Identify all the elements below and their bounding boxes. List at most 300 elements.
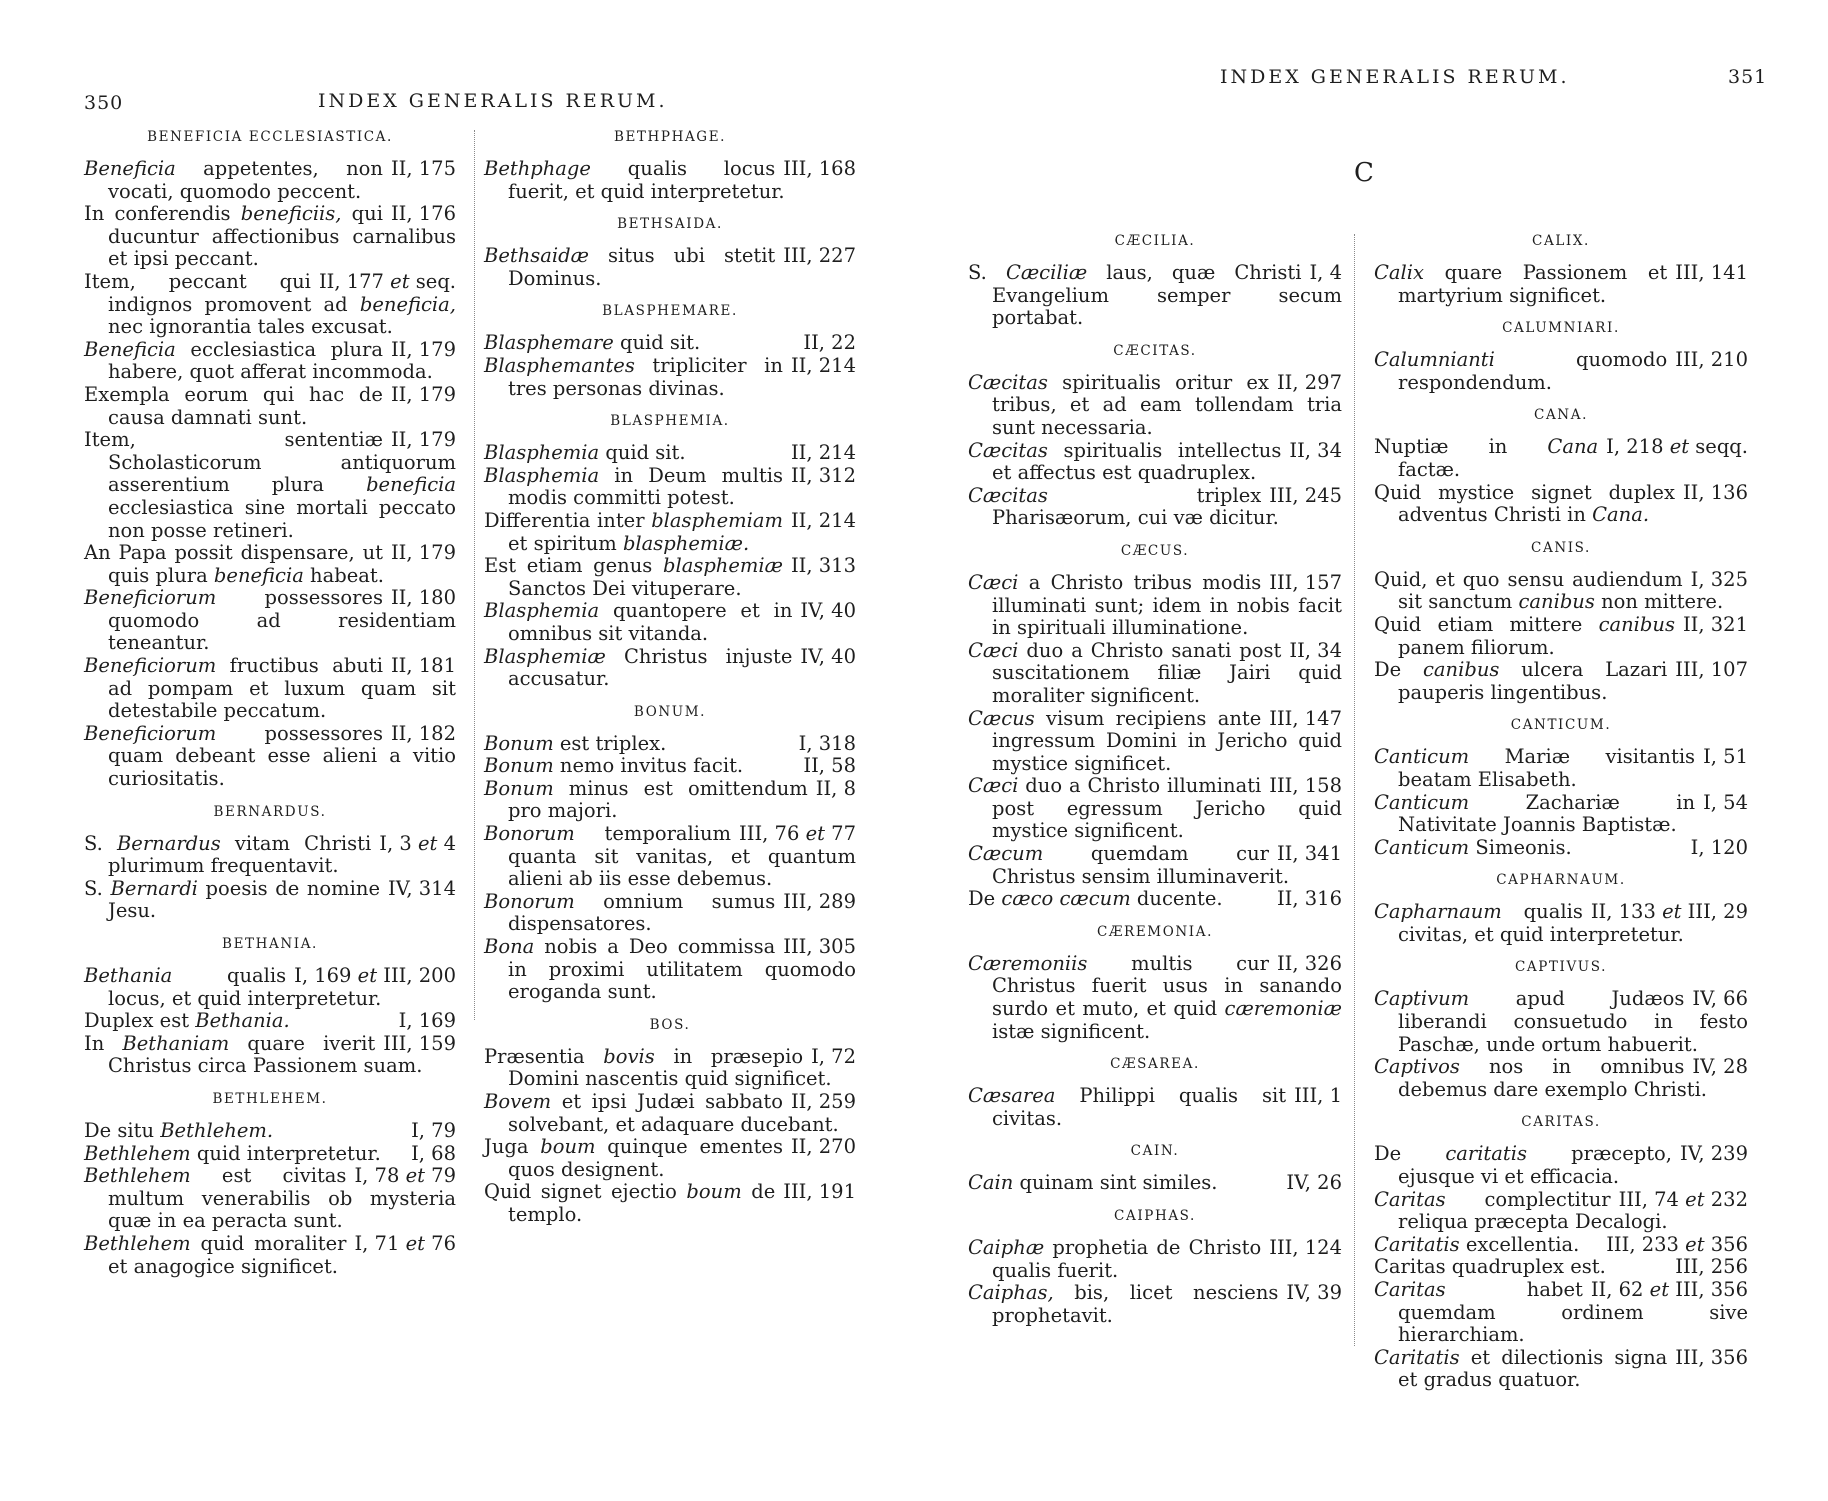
index-entry (84, 965, 456, 1010)
page-reference (792, 646, 856, 669)
ref-main: I, 71 (354, 1231, 400, 1255)
ref-main: II, 58 (803, 754, 856, 778)
entry-text: nos in omnibus debemus dare exemplo Christi. (1398, 1055, 1708, 1101)
ref-main: I, 79 (411, 1118, 456, 1142)
ref-main: II, 8 (815, 776, 856, 800)
page-reference (783, 355, 856, 378)
entry-text: ecclesiastica plura habere, quot afferat incommoda. (108, 337, 433, 384)
entry-keyword: beneficia (213, 563, 304, 587)
entry-keyword: Calumnianti (1374, 348, 1495, 372)
entry-text: Quid signet ejectio (484, 1180, 687, 1204)
ref-main: I, 78 (354, 1164, 400, 1188)
entry-text: Nuptiæ in (1374, 435, 1548, 459)
entry-keyword: Cæci (968, 638, 1019, 662)
section-heading: BOS. (649, 1016, 691, 1033)
ref-main: II, 180 (390, 586, 456, 610)
entry-keyword: Bona (484, 935, 535, 959)
ref-main: II, 214 (790, 508, 856, 532)
page-reference (783, 465, 856, 488)
page-reference (783, 1091, 856, 1114)
entry-text: S. (84, 831, 117, 855)
entry-keyword: Cæcum (968, 842, 1044, 866)
entry-text: Caritas quadruplex est. (1374, 1255, 1606, 1279)
entry-text: Mariæ visitantis beatam Elisabeth. (1398, 745, 1696, 791)
index-entry (1374, 262, 1748, 307)
entry-text: possessores quomodo ad residentiam teneantur. (108, 586, 456, 655)
ref-extra: seqq. (1695, 435, 1748, 459)
entry-keyword: Bethlehem (84, 1231, 191, 1255)
page-reference (1583, 901, 1748, 924)
ref-et: et (405, 1231, 425, 1255)
entry-text: excellentia. (1459, 1232, 1580, 1256)
entry-text: præcepto, ejusque vi et efficacia. (1398, 1142, 1672, 1189)
ref-main: IV, 28 (1692, 1055, 1748, 1079)
entry-text: situs ubi stetit Dominus. (508, 244, 776, 290)
entry-text: istæ significent. (992, 1019, 1151, 1043)
entry-text: nobis a Deo commissa in proximi utilitatem quomodo eroganda sunt. (508, 935, 856, 1004)
index-entry (84, 542, 456, 587)
ref-main: IV, 40 (800, 644, 856, 668)
entry-keyword: Caiphas, (968, 1281, 1054, 1305)
ref-main: IV, 26 (1286, 1171, 1342, 1195)
entry-keyword: Cæsarea (968, 1084, 1056, 1108)
ref-et: et (1685, 1232, 1705, 1256)
page-reference (391, 1010, 456, 1033)
index-entry (484, 823, 856, 891)
section-heading: CÆCILIA. (1114, 233, 1196, 249)
section-heading: CANIS. (1531, 539, 1591, 556)
entry-keyword: Bonum (484, 731, 554, 755)
entry-text: De (1374, 1142, 1446, 1166)
ref-main: I, 3 (379, 831, 412, 855)
page-reference (795, 755, 856, 778)
entry-keyword: Blasphemiæ (484, 644, 606, 668)
index-entry (484, 510, 856, 555)
entry-text: Præsentia (484, 1044, 604, 1068)
index-entry (968, 1237, 1342, 1282)
ref-main: III, 157 (1269, 570, 1342, 594)
index-entry (84, 655, 456, 723)
ref-main: III, 76 (739, 822, 800, 846)
entry-keyword: Bonorum (484, 822, 575, 846)
entry-keyword: Cæci (968, 774, 1019, 798)
ref-main: I, 72 (811, 1044, 856, 1068)
entry-keyword: Caritas (1374, 1187, 1446, 1211)
section-heading: BERNARDUS. (213, 803, 327, 820)
index-entry (484, 1046, 856, 1091)
entry-text: ecclesiastica sine mortali peccato non posse retineri. (108, 495, 456, 542)
section-heading: CARITAS. (1521, 1114, 1601, 1131)
section-heading: CALIX. (1532, 233, 1590, 249)
entry-text: S. (968, 261, 1006, 284)
entry-text: habeat. (303, 563, 384, 587)
page-reference (1278, 1172, 1342, 1195)
page-reference (1598, 1234, 1748, 1257)
ref-et: et (1662, 900, 1682, 924)
entry-text: omnium sumus dispensatores. (508, 889, 776, 936)
entry-text: Quid, et quo sensu audiendum sit sanctum (1374, 567, 1683, 614)
entry-keyword: Bonum (484, 776, 554, 800)
index-entry (968, 485, 1342, 530)
ref-main: III, 158 (1269, 774, 1342, 798)
index-entry (84, 384, 456, 429)
entry-keyword: blasphemiæ (662, 554, 783, 578)
ref-main: III, 107 (1675, 658, 1748, 682)
index-entry (1374, 901, 1748, 946)
ref-main: II, 181 (390, 654, 456, 678)
index-entry (84, 339, 456, 384)
section-heading: CAIPHAS. (1114, 1208, 1196, 1224)
ref-extra: seq. (415, 269, 456, 293)
ref-main: I, 51 (1703, 745, 1748, 769)
page-reference (1672, 1143, 1748, 1166)
entry-text: De situ (84, 1118, 161, 1142)
section-heading: CÆREMONIA. (1097, 923, 1213, 940)
index-entry (968, 1282, 1342, 1327)
page-reference (1684, 988, 1748, 1011)
index-entry (1374, 746, 1748, 791)
section-heading: CAIN. (1130, 1143, 1180, 1160)
entry-keyword: beneficia, (359, 292, 456, 316)
index-entry (484, 245, 856, 290)
ref-extra: 77 (831, 822, 856, 846)
ref-main: II, 313 (790, 554, 856, 578)
section-heading: BETHPHAGE. (613, 129, 727, 145)
entry-text: bis, licet nesciens prophetavit. (992, 1281, 1279, 1327)
entry-keyword: cæco cæcum (1001, 887, 1131, 911)
page-reference (775, 891, 856, 914)
ref-et: et (805, 822, 825, 846)
page-reference (383, 542, 456, 565)
page-reference (1281, 640, 1342, 663)
entry-text: poesis de nomine Jesu. (108, 876, 380, 923)
entry-keyword: Canticum (1374, 835, 1470, 859)
page-reference (346, 1233, 456, 1256)
ref-main: III, 210 (1675, 348, 1748, 372)
entry-keyword: Bethlehem (84, 1164, 191, 1188)
index-entry (1374, 1234, 1748, 1257)
ref-main: II, 133 (1590, 900, 1656, 924)
entry-text: qui ducuntur affectionibus carnalibus et ipsi peccant. (108, 202, 456, 271)
page-reference (383, 339, 456, 362)
entry-keyword: Blasphemantes (484, 353, 635, 377)
page-reference (383, 587, 456, 610)
page-reference (403, 1120, 456, 1143)
entry-keyword: boum (540, 1135, 596, 1159)
right-page (914, 0, 1828, 1501)
ref-main: I, 325 (1690, 567, 1748, 591)
entry-keyword: Caritatis (1374, 1345, 1460, 1369)
index-entry (84, 429, 456, 542)
entry-text: Item, peccant qui indignos promovent ad (84, 269, 360, 316)
entry-text: Simeonis. (1469, 835, 1572, 859)
entry-text: duo a Christo illuminati post egressum Jericho quid mystice significent. (992, 774, 1342, 843)
entry-keyword: Beneficiorum (84, 586, 217, 610)
index-entry (84, 1143, 456, 1166)
section-letter: C (1354, 158, 1374, 188)
entry-keyword: Bernardi (110, 876, 198, 900)
index-entry (484, 442, 856, 465)
ref-main: II, 321 (1682, 612, 1748, 636)
page-reference (775, 158, 856, 181)
ref-main: III, 74 (1618, 1187, 1679, 1211)
index-entry (484, 332, 856, 355)
entry-keyword: Caritas (1374, 1278, 1446, 1301)
index-entry (968, 843, 1342, 888)
entry-keyword: Bernardus (116, 831, 221, 855)
page-reference (783, 1136, 856, 1159)
page-reference (1667, 1347, 1748, 1370)
page-reference (375, 1033, 456, 1056)
entry-keyword: Captivos (1374, 1055, 1460, 1079)
entry-keyword: Bethphage (484, 157, 591, 180)
ref-main: III, 168 (783, 157, 856, 180)
index-entry (1374, 1279, 1748, 1347)
index-column-right-2 (1374, 232, 1748, 1392)
entry-text: de templo. (508, 1180, 776, 1226)
entry-keyword: Bovem (484, 1090, 552, 1113)
section-heading: BLASPHEMARE. (602, 303, 738, 320)
entry-keyword: blasphemiæ. (622, 531, 750, 555)
entry-text: nemo invitus facit. (553, 754, 744, 778)
page-reference (1269, 843, 1342, 866)
ref-extra: 79 (431, 1164, 456, 1188)
index-entry (484, 778, 856, 823)
ref-main: II, 297 (1276, 370, 1342, 394)
ref-main: I, 4 (1309, 261, 1342, 284)
section-heading: BLASPHEMIA. (610, 413, 730, 430)
page-reference (791, 733, 856, 756)
index-entry (1374, 1143, 1748, 1188)
page-reference (1261, 572, 1342, 595)
page-reference (1261, 1237, 1342, 1260)
index-entry (484, 891, 856, 936)
page-reference (1695, 746, 1748, 769)
index-entry (484, 733, 856, 756)
entry-text: in præsepio Domini nascentis quid significet. (508, 1044, 832, 1091)
ref-main: IV, 39 (1286, 1281, 1342, 1305)
entry-keyword: beneficia (366, 473, 456, 497)
ref-main: II, 177 (318, 269, 384, 293)
index-entry (968, 1085, 1342, 1130)
entry-keyword: Bethaniam (122, 1031, 230, 1055)
page-reference (1261, 708, 1342, 731)
entry-text: Quid mystice signet duplex adventus Christi in (1374, 480, 1675, 527)
page-reference (403, 1143, 456, 1166)
entry-text: quid sit. (599, 441, 686, 465)
entry-text: temporalium quanta sit vanitas, et quantum alieni ab iis esse debemus. (508, 822, 856, 891)
entry-text: spiritualis oritur ex tribus, et ad eam tollendam tria sunt necessaria. (992, 370, 1342, 439)
index-entry (968, 440, 1342, 485)
index-entry (84, 271, 456, 339)
entry-keyword: Bethlehem. (160, 1118, 274, 1142)
entry-keyword: Blasphemia (484, 463, 600, 487)
entry-text: Juga (484, 1135, 541, 1159)
page-reference (383, 723, 456, 746)
page-reference (1261, 775, 1342, 798)
page-reference (1684, 1056, 1748, 1079)
entry-keyword: Blasphemare (484, 331, 614, 355)
page-reference (1278, 1282, 1342, 1305)
index-entry (484, 355, 856, 400)
index-entry (1374, 659, 1748, 704)
index-entry (484, 755, 856, 778)
page-reference (1683, 569, 1748, 592)
section-heading: CALUMNIARI. (1502, 320, 1620, 337)
index-entry (484, 158, 856, 203)
index-entry (84, 1165, 456, 1233)
entry-text: Philippi qualis sit civitas. (992, 1084, 1287, 1130)
entry-keyword: canibus (1423, 658, 1500, 682)
index-entry (484, 600, 856, 645)
page-reference (792, 600, 856, 623)
entry-text: In (84, 1031, 123, 1055)
section-heading: CANTICUM. (1510, 717, 1612, 734)
ref-main: III, 141 (1675, 261, 1748, 284)
ref-main: II, 22 (803, 331, 856, 355)
page-reference (1269, 372, 1342, 395)
ref-main: I, 318 (798, 731, 856, 755)
ref-main: II, 34 (1289, 638, 1342, 662)
entry-text: factæ. (1398, 457, 1461, 481)
ref-main: III, 356 (1675, 1345, 1748, 1369)
ref-main: II, 259 (790, 1090, 856, 1113)
page-reference (1667, 659, 1748, 682)
entry-keyword: Caritatis (1374, 1232, 1460, 1256)
page-reference (1667, 1256, 1748, 1279)
entry-text: quemdam cur Christus sensim illuminaverit. (992, 842, 1290, 888)
entry-text: non mittere. (1594, 590, 1724, 614)
page-reference (1675, 614, 1748, 637)
index-entry (968, 372, 1342, 440)
index-entry (484, 936, 856, 1004)
index-entry (1374, 1189, 1748, 1234)
index-entry (1374, 1256, 1748, 1279)
ref-main: II, 214 (790, 353, 856, 377)
page-reference (286, 965, 456, 988)
ref-main: IV, 40 (800, 599, 856, 623)
entry-text: Quid etiam mittere (1374, 612, 1599, 636)
ref-main: III, 256 (1675, 1255, 1748, 1279)
entry-text: quare iverit Christus circa Passionem suam. (108, 1031, 423, 1078)
entry-text: a Christo tribus modis illuminati sunt; idem in nobis facit in spirituali illuminatione. (992, 570, 1342, 640)
page-reference (371, 833, 456, 856)
ref-et: et (1669, 435, 1690, 459)
page-reference (1281, 440, 1342, 463)
entry-text: qualis locus, et quid interpretetur. (108, 964, 382, 1010)
ref-et: et (390, 269, 410, 293)
entry-text: possessores quam debeant esse alieni a vitio curiositatis. (108, 721, 456, 791)
entry-text: quantopere et in omnibus sit vitanda. (508, 599, 793, 645)
entry-text: visum recipiens ante ingressum Domini in Jericho quid mystice significet. (992, 706, 1342, 775)
ref-main: II, 34 (1289, 438, 1342, 462)
column-divider (1354, 234, 1355, 1346)
entry-text: In conferendis (84, 202, 241, 226)
index-entry (84, 1120, 456, 1143)
section-heading: BONUM. (633, 703, 707, 720)
page-reference (383, 429, 456, 452)
index-entry (968, 953, 1342, 1043)
page-reference (1269, 888, 1342, 911)
entry-keyword: blasphemiam (651, 508, 783, 532)
index-entry (1374, 482, 1748, 527)
entry-text: quid sit. (613, 331, 701, 355)
ref-main: II, 179 (390, 428, 456, 452)
entry-text: ducente. (1130, 887, 1223, 911)
ref-main: II, 316 (1276, 887, 1342, 911)
entry-text: Sanctos Dei vituperare. (508, 576, 742, 600)
entry-keyword: canibus (1598, 612, 1675, 636)
index-entry (968, 775, 1342, 843)
index-entry (484, 465, 856, 510)
page-reference (1667, 262, 1748, 285)
entry-text: in Deum multis modis committi potest. (508, 463, 783, 510)
entry-text: duo a Christo sanati post suscitationem filiæ Jairi quid moraliter significent. (992, 638, 1342, 707)
page-reference (775, 245, 856, 268)
ref-et: et (405, 1164, 425, 1188)
entry-text: quid moraliter et anagogice significet. (108, 1231, 347, 1278)
entry-keyword: Beneficiorum (84, 654, 217, 678)
section-heading: CÆCITAS. (1113, 342, 1197, 359)
entry-keyword: Cana. (1592, 503, 1650, 527)
index-entry (84, 1233, 456, 1278)
ref-extra: 356 (1710, 1232, 1748, 1256)
entry-text: complectitur reliqua præcepta Decalogi. (1398, 1187, 1668, 1234)
entry-keyword: Cana (1547, 435, 1599, 459)
section-heading: CÆSAREA. (1110, 1056, 1200, 1073)
column-divider (474, 130, 475, 1020)
section-heading: CANA. (1534, 407, 1588, 424)
entry-keyword: Beneficiorum (84, 721, 217, 745)
index-entry (1374, 1347, 1748, 1392)
entry-text: quinam sint similes. (1013, 1171, 1218, 1195)
ref-main: III, 124 (1269, 1236, 1342, 1259)
entry-keyword: Bonum (484, 754, 554, 778)
ref-main: III, 159 (383, 1031, 456, 1055)
entry-text: panem filiorum. (1398, 635, 1555, 659)
index-entry (1374, 792, 1748, 837)
page-reference (383, 384, 456, 407)
page-reference (1695, 792, 1748, 815)
page-reference (380, 878, 456, 901)
page-reference (383, 655, 456, 678)
page-reference (383, 158, 456, 181)
page-reference (1611, 1189, 1748, 1212)
entry-text: tripliciter in tres personas divinas. (508, 353, 783, 400)
page-reference (783, 555, 856, 578)
entry-text: appetentes, non vocati, quomodo peccent. (108, 157, 383, 203)
entry-keyword: cæremoniæ (1224, 997, 1342, 1021)
entry-keyword: Cæcitas (968, 370, 1048, 394)
ref-main: III, 245 (1269, 483, 1342, 507)
ref-main: II, 175 (390, 157, 456, 180)
ref-et: et (357, 964, 378, 987)
ref-extra: 232 (1710, 1187, 1748, 1211)
page-reference (346, 1165, 456, 1188)
ref-extra: III, 200 (383, 964, 456, 987)
ref-main: II, 179 (390, 337, 456, 361)
ref-et: et (1685, 1187, 1705, 1211)
entry-keyword: Caiphæ (968, 1236, 1045, 1259)
index-entry (84, 833, 456, 878)
section-heading: BETHANIA. (222, 936, 318, 952)
ref-main: IV, 66 (1692, 987, 1748, 1011)
entry-text: triplex Pharisæorum, cui væ dicitur. (992, 483, 1279, 530)
ref-main: IV, 314 (388, 876, 456, 900)
entry-keyword: Cæci (968, 570, 1019, 594)
entry-keyword: Canticum (1374, 745, 1470, 769)
page-reference (1261, 485, 1342, 508)
